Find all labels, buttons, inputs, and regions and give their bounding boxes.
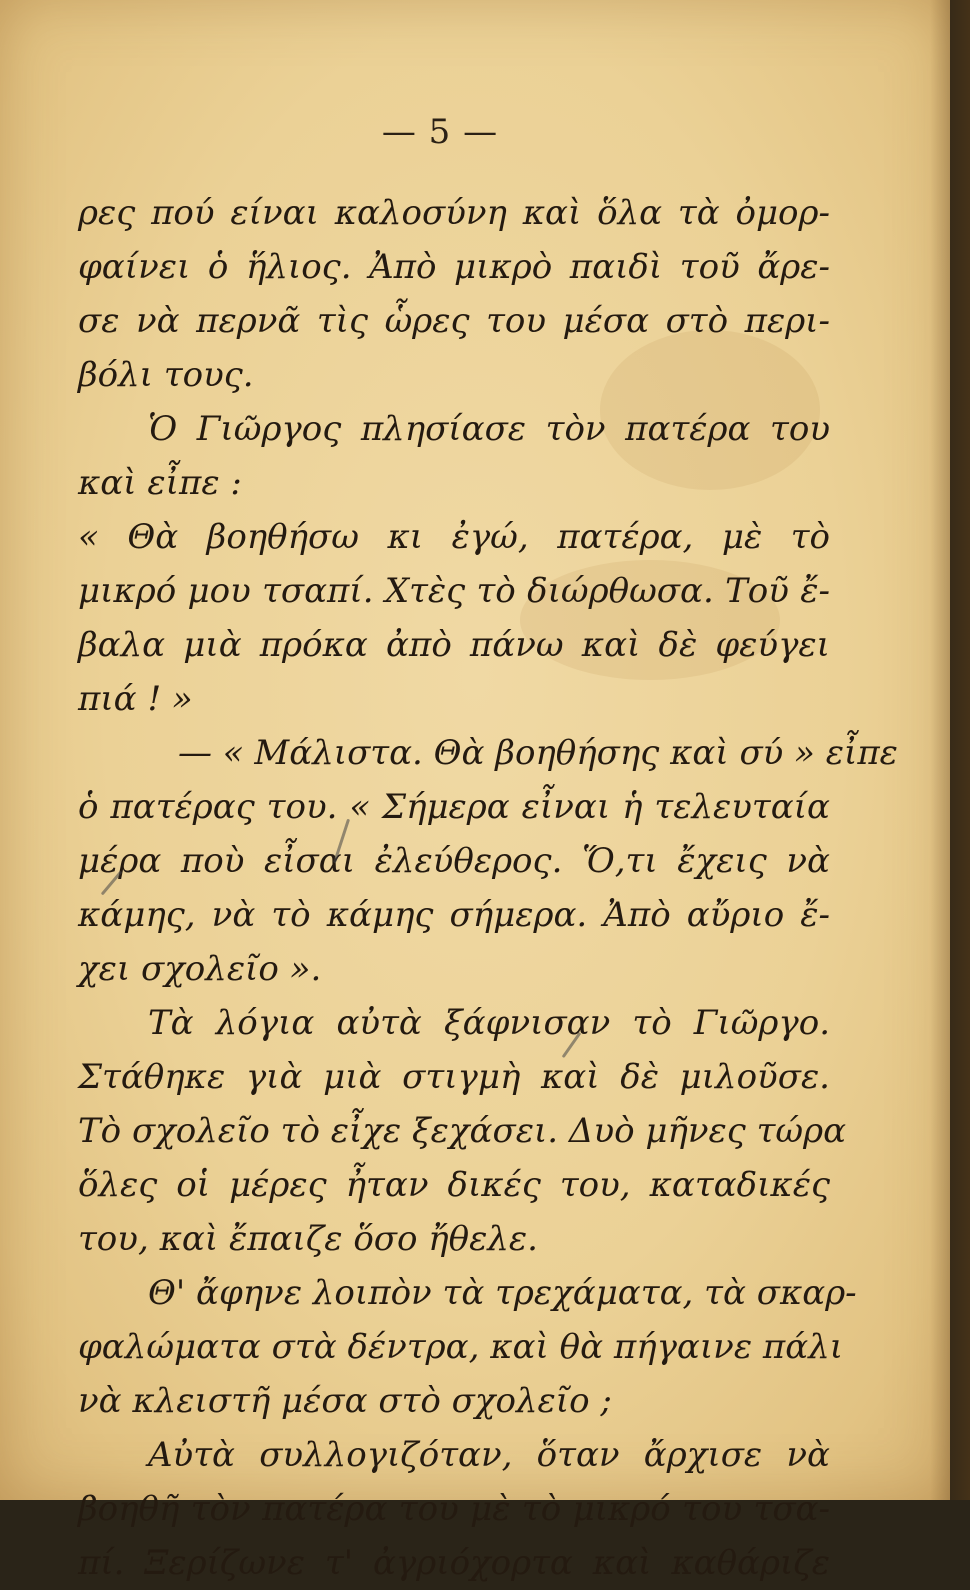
text-line: χει σχολεῖο ». bbox=[78, 949, 322, 989]
text-line: φαίνει ὁ ἥλιος. Ἀπὸ μικρὸ παιδὶ τοῦ ἄρε- bbox=[78, 247, 830, 287]
text-line: Τὸ σχολεῖο τὸ εἶχε ξεχάσει. Δυὸ μῆνες τώρα bbox=[78, 1111, 847, 1151]
text-line: ὁ πατέρας του. « Σήμερα εἶναι ἡ τελευταία bbox=[78, 787, 830, 827]
text-line: νὰ κλειστῆ μέσα στὸ σχολεῖο ; bbox=[78, 1381, 612, 1421]
text-line: ὅλες οἱ μέρες ἦταν δικές του, καταδικές bbox=[78, 1165, 830, 1205]
page-edge-shadow bbox=[930, 0, 970, 1500]
text-line: μέρα ποὺ εἶσαι ἐλεύθερος. Ὅ,τι ἔχεις νὰ bbox=[78, 841, 830, 881]
text-line: Τὰ λόγια αὐτὰ ξάφνισαν τὸ Γιῶργο. bbox=[148, 1003, 830, 1043]
page-number: — 5 — bbox=[381, 112, 499, 152]
text-line: ρες πού είναι καλοσύνη καὶ ὅλα τὰ ὀμορ- bbox=[78, 193, 830, 233]
text-line: βοηθῆ τὸν πατέρα του μὲ τὸ μικρό του τσα- bbox=[78, 1489, 830, 1529]
text-line: σε νὰ περνᾶ τὶς ὧρες του μέσα στὸ περι- bbox=[78, 301, 830, 341]
body-text bbox=[78, 186, 898, 1590]
text-line: πιά ! » bbox=[78, 679, 193, 719]
text-line: βαλα μιὰ πρόκα ἀπὸ πάνω καὶ δὲ φεύγει bbox=[78, 625, 830, 665]
text-line: « Θὰ βοηθήσω κι ἐγώ, πατέρα, μὲ τὸ bbox=[78, 517, 830, 557]
text-line: — « Μάλιστα. Θὰ βοηθήσης καὶ σύ » εἶπε bbox=[178, 733, 898, 773]
text-line: Θ' ἄφηνε λοιπὸν τὰ τρεχάματα, τὰ σκαρ- bbox=[148, 1273, 857, 1313]
text-line: Αὐτὰ συλλογιζόταν, ὅταν ἄρχισε νὰ bbox=[148, 1435, 830, 1475]
text-line: κάμης, νὰ τὸ κάμης σήμερα. Ἀπὸ αὔριο ἔ- bbox=[78, 895, 830, 935]
text-line: του, καὶ ἔπαιζε ὅσο ἤθελε. bbox=[78, 1219, 538, 1259]
text-line: φαλώματα στὰ δέντρα, καὶ θὰ πήγαινε πάλι bbox=[78, 1327, 844, 1367]
text-line: βόλι τους. bbox=[78, 355, 254, 395]
text-line: καὶ εἶπε : bbox=[78, 463, 242, 503]
text-line: Στάθηκε γιὰ μιὰ στιγμὴ καὶ δὲ μιλοῦσε. bbox=[78, 1057, 830, 1097]
text-line: μικρό μου τσαπί. Χτὲς τὸ διώρθωσα. Τοῦ ἔ- bbox=[78, 571, 830, 611]
text-line: Ὁ Γιῶργος πλησίασε τὸν πατέρα του bbox=[148, 409, 830, 449]
text-line: πί. Ξερίζωνε τ' ἀγριόχορτα καὶ καθάριζε bbox=[78, 1543, 830, 1583]
